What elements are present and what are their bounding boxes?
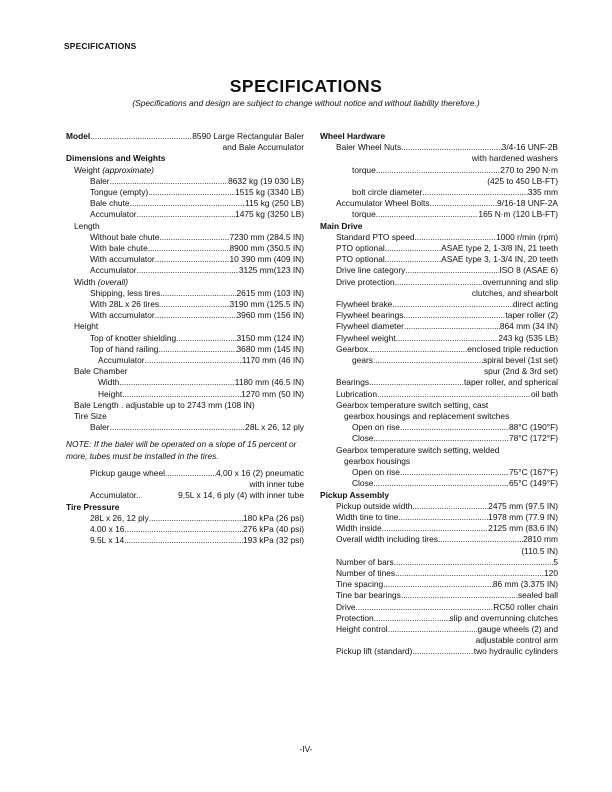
gearbox-switch-cast-line1: Gearbox temperature switch setting, cast xyxy=(336,399,489,410)
spec-row-open-on-rise-2: Open on rise . . . 75°C (167°F) xyxy=(320,467,558,478)
spec-row-flywheel-diameter: Flywheel diameter . . . 864 mm (34 IN) xyxy=(320,321,558,332)
spec-row-tire-pressure-400: 4.00 x 16 . . . 276 kPa (40 psi) xyxy=(66,524,304,535)
gears-cont: spur (2nd & 3rd set) xyxy=(483,366,558,377)
spec-row-accumulator-bolts: Accumulator Wheel Bolts . . . 9/16-18 UNF-2A xyxy=(320,198,558,209)
spec-row-pickup-outside-width: Pickup outside width . . . 2475 mm (97.5 IN) xyxy=(320,501,558,512)
spec-row-flywheel-weight: Flywheel weight . . . 243 kg (535 LB) xyxy=(320,333,558,344)
spec-row-pto-standard: Standard PTO speed . . . 1000 r/min (rpm) xyxy=(320,232,558,243)
spec-row-pickup-drive: Drive . . . RC50 roller chain xyxy=(320,602,558,613)
spec-row-tire-baler: Baler . . . 28L x 26, 12 ply xyxy=(66,422,304,433)
spec-row-bearings: Bearings . . . taper roller, and spherical xyxy=(320,377,558,388)
spec-row-width-shipping: Shipping, less tires . . . 2615 mm (103 IN) xyxy=(66,288,304,299)
right-column xyxy=(320,131,558,658)
overall-width-cont: (110.5 IN) xyxy=(521,545,558,556)
section-wheel-hardware-heading: Wheel Hardware xyxy=(320,131,386,141)
drive-protection-cont: clutches, and shearbolt xyxy=(471,287,558,298)
spec-row-bolt-circle: bolt circle diameter . . . 335 mm xyxy=(320,187,558,198)
spec-row-wheel-nuts: Baler Wheel Nuts . . . 3/4-16 UNF-2B xyxy=(320,142,558,153)
spec-row-chamber-height: Height . . . 1270 mm (50 IN) xyxy=(66,389,304,400)
spec-row-close-2: Close . . . 65°C (149°F) xyxy=(320,478,558,489)
spec-row-height-accumulator: Accumulator . . . 1170 mm (46 IN) xyxy=(66,355,304,366)
spec-row-length-without-chute: Without bale chute . . . 7230 mm (284.5 IN) xyxy=(66,232,304,243)
spec-row-lubrication: Lubrication . . . oil bath xyxy=(320,389,558,400)
gearbox-switch-welded-line2: gearbox housings xyxy=(344,455,411,466)
page-number: -IV- xyxy=(299,744,313,754)
spec-row-driveline: Drive line category . . . ISO 8 (ASAE 6) xyxy=(320,265,558,276)
spec-row-flywheel-bearings: Flywheel bearings . . . taper roller (2) xyxy=(320,310,558,321)
bale-length: Bale Length . adjustable up to 2743 mm (108 IN) xyxy=(74,399,255,410)
spec-row-width-accumulator: With accumulator . . . 3960 mm (156 IN) xyxy=(66,310,304,321)
spec-row-width-inside: Width inside . . . 2125 mm (83.6 IN) xyxy=(320,523,558,534)
spec-row-length-with-accumulator: With accumulator . . . 10 390 mm (409 IN) xyxy=(66,254,304,265)
height-label: Height xyxy=(74,321,99,332)
spec-row-height-knotter: Top of knotter shielding . . . 3150 mm (124 IN) xyxy=(66,333,304,344)
spec-row-accumulator-weight: Accumulator . . . 1475 kg (3250 LB) xyxy=(66,209,304,220)
gearbox-switch-welded-line1: Gearbox temperature switch setting, welded xyxy=(336,444,500,455)
spec-row-chamber-width: Width . . . 1180 mm (46.5 IN) xyxy=(66,377,304,388)
section-tire-pressure-heading: Tire Pressure xyxy=(66,501,120,512)
spec-row-pto-optional-2: PTO optional . . . ASAE type 3, 1-3/4 IN, 20 teeth xyxy=(320,254,558,265)
spec-row-close-1: Close . . . 78°C (172°F) xyxy=(320,433,558,444)
page-title: SPECIFICATIONS xyxy=(229,76,383,96)
spec-row-chute-weight: Bale chute . . . 115 kg (250 LB) xyxy=(66,198,304,209)
gearbox-switch-cast-line2: gearbox housings and replacement switches xyxy=(344,411,510,422)
page-subtitle: (Specifications and design are subject to change without notice and without liability therefore.) xyxy=(132,98,480,108)
wheel-nuts-cont: with hardened washers xyxy=(471,153,558,164)
section-pickup-heading: Pickup Assembly xyxy=(320,489,390,500)
spec-row-tongue-weight: Tongue (empty) . . . 1515 kg (3340 LB) xyxy=(66,187,304,198)
length-label: Length xyxy=(74,220,100,231)
slope-note: NOTE: If the baler will be operated on a slope of 15 percent or more, tubes must be installed in the tires. xyxy=(66,439,297,461)
spec-row-wheel-torque: torque . . . 270 to 290 N·m xyxy=(320,165,558,176)
chamber-label: Bale Chamber xyxy=(74,366,128,377)
spec-row-pto-optional-1: PTO optional . . . ASAE type 2, 1-3/8 IN, 21 teeth xyxy=(320,243,558,254)
spec-row-height-control: Height control . . . gauge wheels (2) and xyxy=(320,624,558,635)
spec-row-height-railing: Top of hand railing . . . 3680 mm (145 IN) xyxy=(66,344,304,355)
section-main-drive-heading: Main Drive xyxy=(320,220,363,231)
spec-row-width-tine-to-tine: Width tine to tine . . . 1978 mm (77.9 IN) xyxy=(320,512,558,523)
section-dimensions-heading: Dimensions and Weights xyxy=(66,153,166,164)
weight-label: Weight (approximate) xyxy=(74,164,154,175)
spec-row-pickup-gauge-wheel: Pickup gauge wheel . . . 4,00 x 16 (2) pneumatic xyxy=(66,468,304,479)
spec-row-baler-weight: Baler . . . 8632 kg (19 030 LB) xyxy=(66,176,304,187)
spec-row-flywheel-brake: Flywheel brake . . . direct acting xyxy=(320,299,558,310)
spec-row-pickup-lift: Pickup lift (standard) . . . two hydraulic cylinders xyxy=(320,646,558,657)
spec-row-overall-width: Overall width including tires . . . 2810 mm xyxy=(320,534,558,545)
model-label: Model xyxy=(66,131,91,141)
spec-row-accumulator-torque: torque . . . 165 N·m (120 LB-FT) xyxy=(320,209,558,220)
height-control-cont: adjustable control arm xyxy=(475,635,558,646)
spec-row-tire-pressure-95l: 9.5L x 14 . . . 193 kPa (32 psi) xyxy=(66,535,304,546)
spec-row-pickup-protection: Protection . . . slip and overrunning clutches xyxy=(320,613,558,624)
spec-row-number-of-bars: Number of bars . . . 5 xyxy=(320,557,558,568)
running-header: SPECIFICATIONS xyxy=(64,41,137,51)
spec-row-model xyxy=(66,131,304,142)
spec-row-tire-pressure-28l: 28L x 26, 12 ply . . . 180 kPa (26 psi) xyxy=(66,513,304,524)
spec-row-accumulator-tire: Accumulator.. 9,5L x 14, 6 ply (4) with inner tube xyxy=(90,490,304,501)
spec-row-number-of-tines: Number of tines . . . 120 xyxy=(320,568,558,579)
model-value: 8590 Large Rectangular Baler xyxy=(192,131,304,141)
spec-row-tine-bar-bearings: Tine bar bearings . . . sealed ball xyxy=(320,590,558,601)
left-column xyxy=(66,131,304,546)
spec-row-open-on-rise-1: Open on rise . . . 88°C (190°F) xyxy=(320,422,558,433)
spec-row-length-with-chute: With bale chute . . . 8900 mm (350.5 IN) xyxy=(66,243,304,254)
pickup-gauge-cont: with inner tube xyxy=(249,479,304,490)
spec-row-gearbox: Gearbox . . . enclosed triple reduction xyxy=(320,344,558,355)
spec-row-tine-spacing: Tine spacing . . . 86 mm (3.375 IN) xyxy=(320,579,558,590)
spec-row-width-tires: With 28L x 26 tires . . . 3190 mm (125.5 IN) xyxy=(66,299,304,310)
model-cont: and Bale Accumulator xyxy=(222,142,304,153)
spec-row-drive-protection: Drive protection . . . overrunning and slip xyxy=(320,277,558,288)
spec-row-gears: gears . . . spiral bevel (1st set) xyxy=(320,355,558,366)
width-label: Width (overall) xyxy=(74,276,128,287)
spec-row-length-accumulator: Accumulator . . . 3125 mm(123 IN) xyxy=(66,265,304,276)
tire-size-label: Tire Size xyxy=(74,411,107,422)
wheel-torque-cont: (425 to 450 LB-FT) xyxy=(487,175,558,186)
